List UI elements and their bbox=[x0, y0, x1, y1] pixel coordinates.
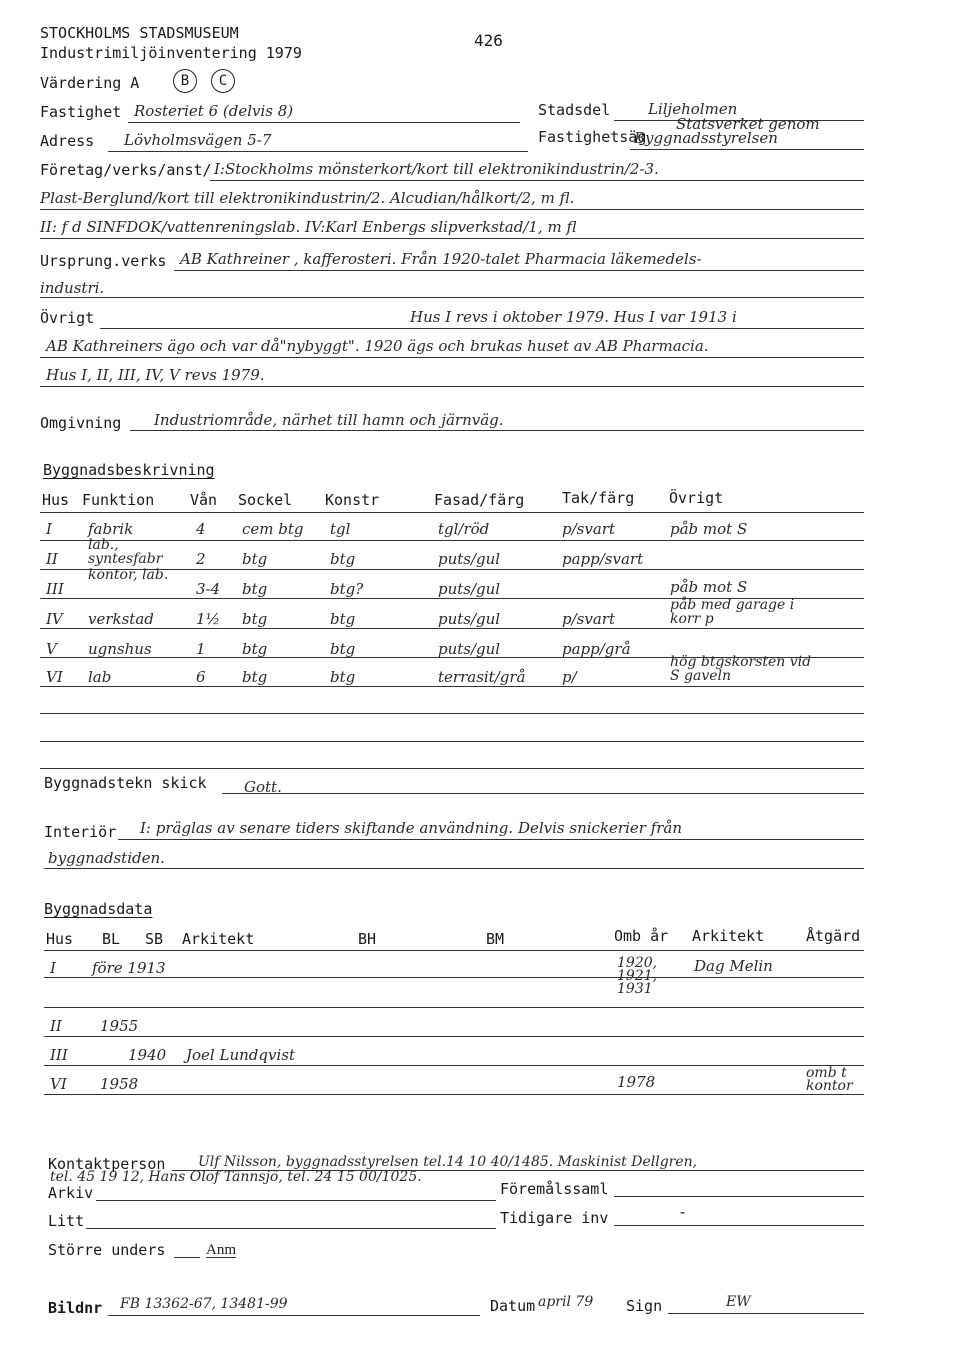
bdata-header-bh: BH bbox=[358, 930, 377, 948]
bd-empty-rule-3 bbox=[40, 768, 864, 769]
datum-label: Datum bbox=[490, 1297, 536, 1315]
bildnr-line bbox=[108, 1315, 480, 1316]
bd-header-ovrigt: Övrigt bbox=[669, 489, 724, 507]
valuation-label: Värdering A bbox=[40, 74, 140, 92]
ursprung-line2-rule bbox=[40, 297, 864, 298]
interior-line2-rule bbox=[44, 868, 864, 869]
bdata-row2-hus: II bbox=[50, 1017, 62, 1035]
bd-row4-fasad: puts/gul bbox=[438, 610, 501, 628]
sign-value: EW bbox=[726, 1294, 751, 1310]
bd-row5-funktion: ugnshus bbox=[88, 640, 152, 658]
ovrigt-line1-rule bbox=[100, 328, 864, 329]
bd-row1-ovrigt: påb mot S bbox=[670, 520, 748, 538]
bd-row4-rule bbox=[40, 628, 864, 629]
bdata-row3-hus: III bbox=[50, 1046, 68, 1064]
litt-line bbox=[86, 1228, 496, 1229]
bd-row2-hus: II bbox=[46, 550, 58, 568]
bd-header-rule bbox=[40, 512, 864, 513]
inventory-title: Industrimiljöinventering 1979 bbox=[40, 44, 302, 62]
bd-row1-sockel: cem btg bbox=[242, 520, 304, 538]
fastighet-label: Fastighet bbox=[40, 103, 122, 121]
litt-label: Litt bbox=[48, 1212, 85, 1230]
agare-line bbox=[630, 149, 864, 150]
bd-row3-ovrigt: påb mot S bbox=[670, 578, 748, 596]
interior-line2: byggnadstiden. bbox=[48, 849, 165, 867]
bdata-row4-bl: 1958 bbox=[100, 1075, 139, 1093]
foretag-line3-rule bbox=[40, 238, 864, 239]
interior-line1-rule bbox=[118, 839, 864, 840]
valuation-b-circle: B bbox=[173, 69, 197, 93]
bdata-header-bm: BM bbox=[486, 930, 505, 948]
bildnr-value: FB 13362-67, 13481-99 bbox=[120, 1296, 288, 1312]
bd-row2-van: 2 bbox=[196, 550, 206, 568]
storre-line bbox=[174, 1257, 200, 1258]
ovrigt-line2: AB Kathreiners ägo och var då"nybyggt". 1920 ägs och brukas huset av AB Pharmacia. bbox=[46, 337, 709, 355]
bd-row3-hus: III bbox=[46, 580, 64, 598]
building-desc-title: Byggnadsbeskrivning bbox=[43, 461, 215, 479]
foremal-label: Föremålssaml bbox=[500, 1180, 609, 1198]
tidigare-line bbox=[614, 1225, 864, 1226]
tidigare-value: - bbox=[678, 1203, 688, 1221]
foretag-line2: Plast-Berglund/kort till elektronikindustrin/2. Alcudian/hålkort/2, m fl. bbox=[40, 189, 575, 207]
bd-row6-ovrigt: hög btgskorsten vid bbox=[670, 654, 812, 670]
bdata-row3-sb: 1940 bbox=[128, 1046, 167, 1064]
omgivning-label: Omgivning bbox=[40, 414, 122, 432]
bd-row4-ovrigt: påb med garage i bbox=[670, 597, 795, 613]
omgivning-value: Industriområde, närhet till hamn och järnväg. bbox=[154, 411, 504, 429]
bdata-row4-omb: 1978 bbox=[617, 1073, 656, 1091]
sign-label: Sign bbox=[626, 1297, 663, 1315]
kontakt-line2: tel. 45 19 12, Hans Olof Tännsjö, tel. 24 15 00/1025. bbox=[50, 1169, 422, 1185]
foretag-line1-rule bbox=[210, 180, 864, 181]
bdata-header-rule bbox=[44, 950, 864, 951]
bd-row5-tak: papp/grå bbox=[562, 640, 631, 658]
ovrigt-line3-rule bbox=[40, 386, 864, 387]
bd-row6-hus: VI bbox=[46, 668, 63, 686]
skick-label: Byggnadstekn skick bbox=[44, 774, 207, 792]
bd-header-konstr: Konstr bbox=[325, 491, 380, 509]
ursprung-line1: AB Kathreiner , kafferosteri. Från 1920-talet Pharmacia läkemedels- bbox=[180, 250, 702, 268]
bd-row2-funktion: lab., syntesfabr bbox=[88, 537, 163, 567]
bd-header-funktion: Funktion bbox=[82, 491, 155, 509]
skick-line bbox=[222, 793, 864, 794]
museum-name: STOCKHOLMS STADSMUSEUM bbox=[40, 24, 239, 42]
ursprung-line1-rule bbox=[174, 270, 864, 271]
bd-row4-funktion: verkstad bbox=[88, 610, 154, 628]
bd-row5-sockel: btg bbox=[242, 640, 268, 658]
agare-label: Fastighetsäg bbox=[538, 128, 647, 146]
foremal-line bbox=[614, 1196, 864, 1197]
bdata-row1-bl: före 1913 bbox=[92, 959, 166, 977]
bd-empty-rule-1 bbox=[40, 713, 864, 714]
bd-row4-sockel: btg bbox=[242, 610, 268, 628]
bd-header-van: Vån bbox=[190, 491, 218, 509]
bd-row2-sockel: btg bbox=[242, 550, 268, 568]
bd-row5-van: 1 bbox=[196, 640, 206, 658]
bdata-header-sb: SB bbox=[145, 930, 164, 948]
kontakt-label: Kontaktperson bbox=[48, 1155, 166, 1173]
bdata-row2-rule bbox=[44, 1036, 864, 1037]
bd-row6-fasad: terrasit/grå bbox=[438, 668, 526, 686]
bd-row6-konstr: btg bbox=[330, 668, 356, 686]
bd-row2-tak: papp/svart bbox=[562, 550, 644, 568]
foretag-label: Företag/verks/anst/ bbox=[40, 161, 212, 179]
bd-row6-ovrigt2: S gaveln bbox=[670, 668, 732, 684]
interior-line1: I: präglas av senare tiders skiftande användning. Delvis snickerier från bbox=[140, 819, 683, 837]
bdata-header-arkitekt: Arkitekt bbox=[182, 930, 255, 948]
bdata-row1-rule bbox=[44, 977, 864, 978]
valuation-c-circle: C bbox=[211, 69, 235, 93]
bdata-header-omb: Omb år bbox=[614, 927, 669, 945]
bd-row4-ovrigt2: korr p bbox=[670, 611, 714, 627]
bd-empty-rule-2 bbox=[40, 741, 864, 742]
bd-row1-van: 4 bbox=[196, 520, 206, 538]
bdata-row1-arkitekt2: Dag Melin bbox=[694, 957, 773, 975]
bdata-row4-atgard: omb t kontor bbox=[806, 1065, 853, 1094]
agare-value-2: Byggnadsstyrelsen bbox=[634, 129, 778, 147]
bdata-row4-rule bbox=[44, 1094, 864, 1095]
bdata-row2-bl: 1955 bbox=[100, 1017, 139, 1035]
bd-row2-fasad: puts/gul bbox=[438, 550, 501, 568]
bd-row6-rule bbox=[40, 686, 864, 687]
ovrigt-line3: Hus I, II, III, IV, V revs 1979. bbox=[46, 366, 265, 384]
bd-row3-van: 3-4 bbox=[196, 580, 221, 598]
interior-label: Interiör bbox=[44, 823, 117, 841]
bd-row3-funktion: kontor, lab. bbox=[88, 567, 169, 583]
bd-header-tak: Tak/färg bbox=[562, 489, 635, 507]
agare-value-1: Statsverket genom bbox=[676, 115, 820, 133]
ovrigt-line2-rule bbox=[40, 357, 864, 358]
foretag-line2-rule bbox=[40, 209, 864, 210]
storre-label: Större unders bbox=[48, 1241, 166, 1259]
bd-row6-van: 6 bbox=[196, 668, 206, 686]
bdata-row1-hus: I bbox=[50, 959, 56, 977]
stadsdel-value: Liljeholmen bbox=[648, 100, 738, 118]
ursprung-label: Ursprung.verks bbox=[40, 252, 167, 270]
bd-row6-tak: p/ bbox=[562, 668, 577, 686]
bd-row1-funktion: fabrik bbox=[88, 520, 134, 538]
bd-header-fasad: Fasad/färg bbox=[434, 491, 525, 509]
datum-value: april 79 bbox=[538, 1294, 594, 1310]
bd-row3-fasad: puts/gul bbox=[438, 580, 501, 598]
bdata-row3-rule bbox=[44, 1065, 864, 1066]
bd-row3-sockel: btg bbox=[242, 580, 268, 598]
stadsdel-label: Stadsdel bbox=[538, 101, 611, 119]
bdata-row3-arkitekt: Joel Lundqvist bbox=[186, 1046, 295, 1064]
bdata-empty-rule bbox=[44, 1007, 864, 1008]
anm-label: Anm bbox=[206, 1242, 236, 1258]
bdata-row4-hus: VI bbox=[50, 1075, 67, 1093]
bd-row5-konstr: btg bbox=[330, 640, 356, 658]
bd-row6-sockel: btg bbox=[242, 668, 268, 686]
fastighet-line bbox=[128, 122, 520, 123]
bd-row5-fasad: puts/gul bbox=[438, 640, 501, 658]
bdata-header-hus: Hus bbox=[46, 930, 74, 948]
bdata-row1-omb: 1920, 1921, 1931 bbox=[617, 955, 658, 997]
bd-header-hus: Hus bbox=[42, 491, 70, 509]
arkiv-line bbox=[96, 1200, 496, 1201]
skick-value: Gott. bbox=[244, 778, 282, 796]
adress-value: Lövholmsvägen 5-7 bbox=[124, 131, 272, 149]
bd-row1-fasad: tgl/röd bbox=[438, 520, 490, 538]
kontakt-line1: Ulf Nilsson, byggnadsstyrelsen tel.14 10 40/1485. Maskinist Dellgren, bbox=[198, 1154, 698, 1170]
ovrigt-line1: Hus I revs i oktober 1979. Hus I var 1913 i bbox=[410, 308, 737, 326]
bd-row5-hus: V bbox=[46, 640, 57, 658]
bildnr-label: Bildnr bbox=[48, 1299, 103, 1317]
bd-row3-konstr: btg? bbox=[330, 580, 364, 598]
anm-line bbox=[206, 1257, 236, 1258]
tidigare-label: Tidigare inv bbox=[500, 1209, 609, 1227]
bd-row1-hus: I bbox=[46, 520, 52, 538]
ursprung-line2: industri. bbox=[40, 279, 105, 297]
adress-line bbox=[108, 151, 528, 152]
bd-row4-van: 1½ bbox=[196, 610, 221, 628]
bd-row6-funktion: lab bbox=[88, 668, 112, 686]
ovrigt-label: Övrigt bbox=[40, 309, 95, 327]
bd-row1-konstr: tgl bbox=[330, 520, 351, 538]
bd-row2-konstr: btg bbox=[330, 550, 356, 568]
building-data-title: Byggnadsdata bbox=[44, 900, 153, 918]
bdata-header-atgard: Åtgärd bbox=[806, 927, 861, 945]
bdata-header-bl: BL bbox=[102, 930, 121, 948]
bd-row4-hus: IV bbox=[46, 610, 63, 628]
foretag-line3: II: f d SINFDOK/vattenreningslab. IV:Karl Enbergs slipverkstad/1, m fl bbox=[40, 218, 577, 236]
bd-row4-konstr: btg bbox=[330, 610, 356, 628]
bdata-header-arkitekt2: Arkitekt bbox=[692, 927, 765, 945]
fastighet-value: Rosteriet 6 (delvis 8) bbox=[134, 102, 294, 120]
arkiv-label: Arkiv bbox=[48, 1184, 94, 1202]
sign-line bbox=[668, 1313, 864, 1314]
adress-label: Adress bbox=[40, 132, 95, 150]
page-number: 426 bbox=[474, 31, 503, 50]
bd-row1-tak: p/svart bbox=[562, 520, 615, 538]
omgivning-line bbox=[130, 430, 864, 431]
foretag-line1: I:Stockholms mönsterkort/kort till elektronikindustrin/2-3. bbox=[214, 160, 659, 178]
bd-row4-tak: p/svart bbox=[562, 610, 615, 628]
bd-header-sockel: Sockel bbox=[238, 491, 293, 509]
